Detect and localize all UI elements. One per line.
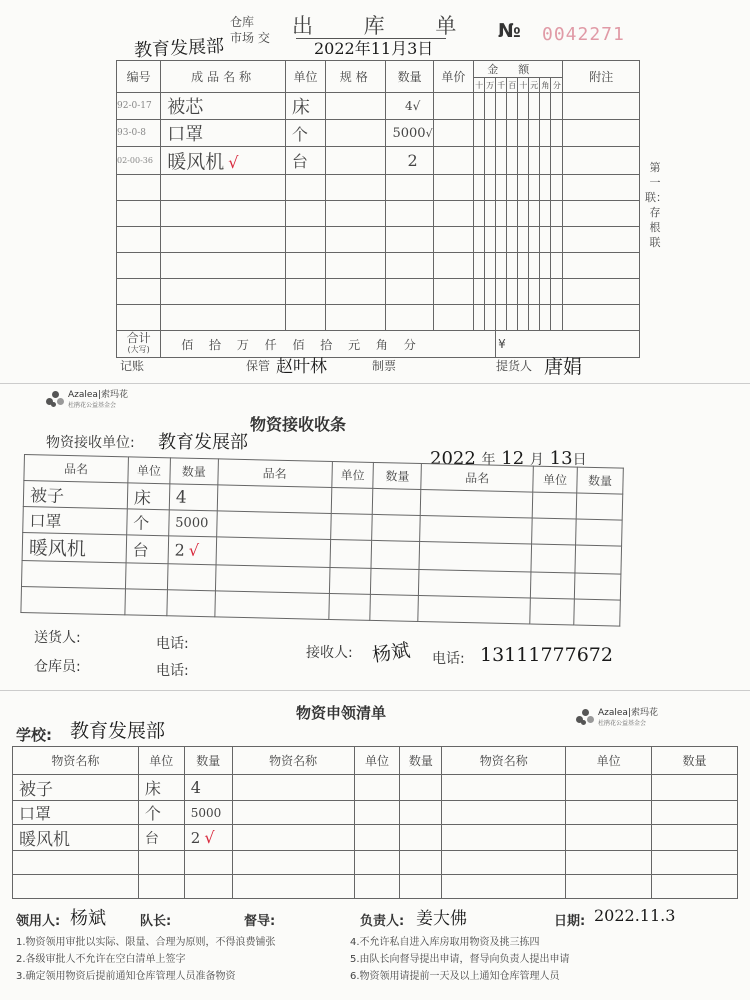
row-unit: 个 <box>138 801 184 825</box>
table-row <box>117 147 640 175</box>
responsible-label: 负责人: <box>360 914 405 929</box>
header-name: 品名 <box>218 459 332 488</box>
row-qty: 4 <box>184 775 232 801</box>
receiving-unit-label: 物资接收单位: <box>46 435 135 451</box>
keeper-phone-label: 电话: <box>156 663 189 679</box>
row-qty: 5000 <box>168 510 217 537</box>
row-name: 暖风机 <box>22 532 126 562</box>
header-unit: 单位 <box>354 747 400 775</box>
flower-icon <box>576 709 594 727</box>
slip3-title: 物资申领清单 <box>296 704 387 722</box>
leader-label: 队长: <box>140 914 172 929</box>
header-price: 单价 <box>433 61 473 93</box>
check-mark: √ <box>204 828 215 847</box>
supervisor-label: 督导: <box>244 914 276 929</box>
slip-divider <box>0 690 750 691</box>
table-row <box>13 825 738 851</box>
row-unit: 台 <box>285 147 325 175</box>
digit-col: 百 <box>507 78 518 93</box>
header-unit: 单位 <box>128 457 171 484</box>
row-qty: 4 <box>169 484 218 511</box>
school-handwriting: 教育发展部 <box>70 720 166 742</box>
slip3-date: 2022.11.3 <box>594 906 676 925</box>
table-row <box>13 801 738 825</box>
row-name: 被子 <box>23 481 127 509</box>
total-units: 佰 拾 万 仟 佰 拾 元 角 分 <box>161 331 496 358</box>
azalea-logo <box>576 708 658 727</box>
rule-item: 6.物资领用请提前一天及以上通知仓库管理人员 <box>350 971 560 982</box>
row-name: 口罩 <box>23 506 127 534</box>
row-unit: 床 <box>138 775 184 801</box>
header-unit: 单位 <box>138 747 184 775</box>
logo-brand: Azalea|索玛花 <box>598 708 658 718</box>
responsible-signature: 姜大佛 <box>416 909 467 929</box>
header-name: 成品名称 <box>161 61 286 93</box>
header-unit: 单位 <box>533 466 578 493</box>
receiver-phone: 13111777672 <box>480 644 613 666</box>
slip1-title: 出 库 单 <box>292 14 479 38</box>
slip1-subtitle: 仓库 市场 交 <box>230 15 270 45</box>
applicant-signature: 杨斌 <box>70 908 106 929</box>
sender-label: 送货人: <box>34 630 81 646</box>
row-unit: 台 <box>126 535 169 564</box>
check-mark: √ <box>188 540 200 560</box>
receiver-phone-label: 电话: <box>432 651 465 667</box>
slip-divider <box>0 383 750 384</box>
receipt-table <box>20 454 623 627</box>
check-mark: √ <box>228 153 239 172</box>
logo-brand: Azalea|索玛花 <box>68 390 128 400</box>
total-label: 合计 (大写) <box>117 331 161 358</box>
header-spec: 规格 <box>326 61 386 93</box>
row-unit: 个 <box>285 120 325 147</box>
header-qty: 数量 <box>386 61 433 93</box>
header-qty: 数量 <box>577 467 624 494</box>
rules-left <box>16 934 356 985</box>
row-spec <box>326 93 386 120</box>
row-spec <box>326 120 386 147</box>
receiver-signature: 杨斌 <box>370 639 412 667</box>
row-unit: 床 <box>127 483 170 510</box>
slip1-date: 2022年11月3日 <box>314 39 434 58</box>
logo-tagline: 杜鹃花公益基金会 <box>598 720 647 727</box>
azalea-logo <box>46 390 128 409</box>
warehouse-keeper-label: 仓库员: <box>34 659 81 675</box>
row-name: 口罩 <box>161 120 286 147</box>
total-yen: ¥ <box>496 331 640 358</box>
digit-col: 元 <box>529 78 540 93</box>
header-qty: 数量 <box>170 458 219 485</box>
check-mark: √ <box>425 126 433 140</box>
department-handwriting: 教育发展部 <box>133 35 225 62</box>
check-mark: √ <box>412 99 421 113</box>
header-qty: 数量 <box>400 747 442 775</box>
row-qty: 2 <box>174 540 186 560</box>
header-unit: 单位 <box>331 461 374 488</box>
footer-picker: 提货人 <box>496 359 533 373</box>
slip2-date: 2022 年 12 月 13日 <box>430 448 587 469</box>
serial-number-label: № <box>498 20 521 42</box>
row-qty: 5000 <box>184 801 232 825</box>
rule-item: 4.不允许私自进入库房取用物资及挑三拣四 <box>350 937 540 948</box>
keeper-signature: 赵叶林 <box>276 357 327 377</box>
date-label: 日期: <box>554 914 586 929</box>
serial-number: 0042271 <box>542 24 625 45</box>
row-name: 被子 <box>13 775 139 801</box>
header-note: 附注 <box>563 61 640 93</box>
row-unit: 台 <box>138 825 184 851</box>
applicant-label: 领用人: <box>16 914 61 929</box>
row-code: 02-00-36 <box>117 147 161 175</box>
header-qty: 数量 <box>652 747 738 775</box>
digit-col: 分 <box>551 78 563 93</box>
digit-col: 十 <box>518 78 529 93</box>
rule-item: 5.由队长向督导提出申请，督导向负责人提出申请 <box>350 954 570 965</box>
receiving-unit-handwriting: 教育发展部 <box>158 432 248 453</box>
requisition-table <box>12 746 738 899</box>
digit-col: 角 <box>540 78 551 93</box>
flower-icon <box>46 391 64 409</box>
table-row <box>117 93 640 120</box>
header-name: 物资名称 <box>442 747 566 775</box>
digit-col: 千 <box>496 78 507 93</box>
row-name: 被芯 <box>161 93 286 120</box>
picker-signature: 唐娟 <box>544 356 583 378</box>
sender-phone-label: 电话: <box>156 636 189 652</box>
header-qty: 数量 <box>184 747 232 775</box>
digit-col: 万 <box>485 78 496 93</box>
rule-item: 3.确定领用物资后提前通知仓库管理人员准备物资 <box>16 971 236 982</box>
header-name: 品名 <box>421 464 533 493</box>
row-unit: 个 <box>127 509 170 536</box>
header-qty: 数量 <box>373 462 421 489</box>
row-qty: 2 <box>386 147 433 175</box>
row-qty: 4 <box>405 99 413 113</box>
header-name: 品名 <box>24 455 128 483</box>
header-unit: 单位 <box>566 747 652 775</box>
receiver-label: 接收人: <box>306 645 353 661</box>
digit-col: 十 <box>474 78 485 93</box>
table-row <box>117 120 640 147</box>
rule-item: 2.各级审批人不允许在空白清单上签字 <box>16 954 186 965</box>
logo-tagline: 杜鹃花公益基金会 <box>68 402 117 409</box>
header-code: 编号 <box>117 61 161 93</box>
header-name: 物资名称 <box>13 747 139 775</box>
row-name: 口罩 <box>13 801 139 825</box>
table-row <box>13 775 738 801</box>
header-unit: 单位 <box>285 61 325 93</box>
rule-item: 1.物资领用审批以实际、限量、合理为原则，不得浪费铺张 <box>16 937 276 948</box>
row-name: 暖风机 <box>13 825 139 851</box>
outbound-table <box>116 60 640 358</box>
slip2-title: 物资接收收条 <box>250 415 347 434</box>
row-code: 93-0-8 <box>117 120 161 147</box>
footer-bookkeeping: 记账 <box>120 359 145 373</box>
footer-keeper: 保管 <box>246 359 271 373</box>
rules-right <box>350 934 690 985</box>
row-qty: 2 <box>190 829 201 847</box>
row-name: 暖风机 <box>167 151 225 173</box>
slip1-side-note: 第一联：存根联 <box>645 161 667 249</box>
header-amount: 金额 <box>474 61 563 78</box>
row-unit: 床 <box>285 93 325 120</box>
row-code: 92-0-17 <box>117 93 161 120</box>
row-spec <box>326 147 386 175</box>
row-qty: 5000 <box>392 125 426 141</box>
header-name: 物资名称 <box>232 747 354 775</box>
footer-maker: 制票 <box>372 359 397 373</box>
school-label: 学校: <box>16 726 52 744</box>
